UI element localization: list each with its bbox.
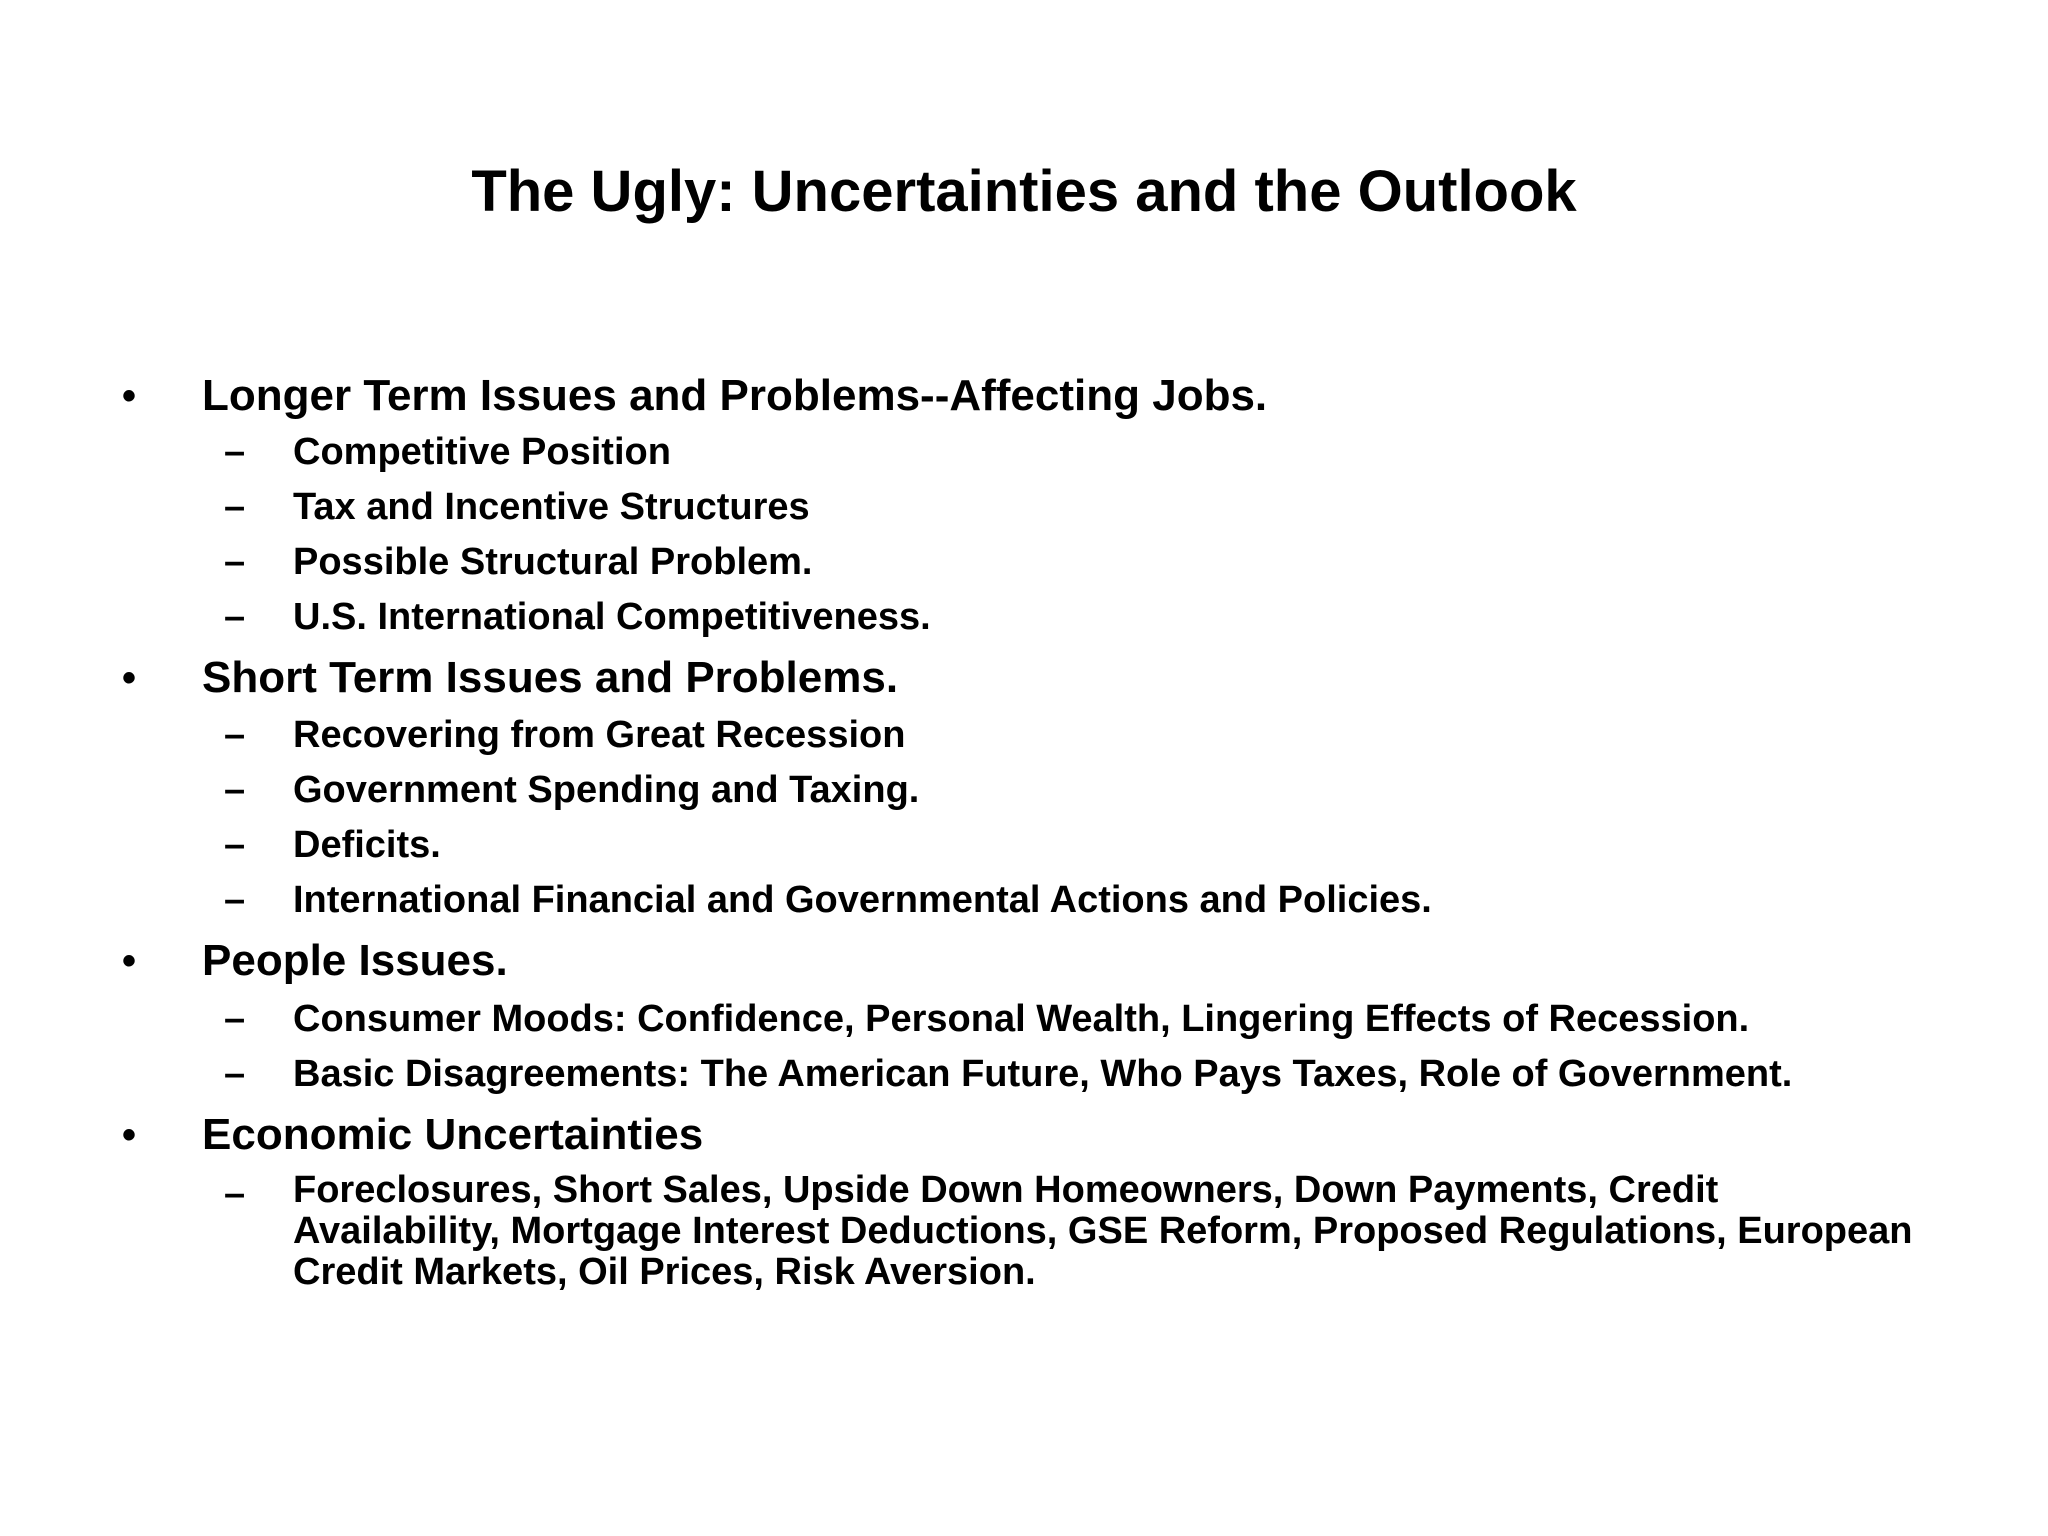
dash-marker: – — [224, 714, 246, 756]
sub-item-text: Consumer Moods: Confidence, Personal Wealth, Lingering Effects of Recession. — [293, 998, 1750, 1040]
sub-item-text: Government Spending and Taxing. — [293, 769, 920, 811]
bullet-heading: Economic Uncertainties — [202, 1110, 704, 1159]
dash-marker: – — [224, 879, 246, 921]
dash-marker: – — [224, 431, 246, 473]
sub-item-text: Deficits. — [293, 824, 441, 866]
dash-marker: – — [224, 541, 246, 583]
bullet-heading: Longer Term Issues and Problems--Affecting Jobs. — [202, 371, 1268, 420]
dash-marker: – — [224, 486, 246, 528]
sub-item-text: U.S. International Competitiveness. — [293, 596, 931, 638]
bullet-heading: People Issues. — [202, 936, 508, 985]
bullet-marker: • — [122, 939, 137, 983]
sub-item-text: Competitive Position — [293, 431, 671, 473]
sub-item-text: Foreclosures, Short Sales, Upside Down Homeowners, Down Payments, Credit Availability, Mortgage Interest Deductions, GSE Reform, Proposed Regulations, European Credit Markets, Oil Prices, Risk Aversion. — [293, 1169, 1913, 1293]
bullet-marker: • — [122, 374, 137, 418]
dash-marker: – — [224, 1173, 246, 1215]
sub-item-text: Basic Disagreements: The American Future, Who Pays Taxes, Role of Government. — [293, 1053, 1793, 1095]
bullet-marker: • — [122, 1113, 137, 1157]
slide-title: The Ugly: Uncertainties and the Outlook — [471, 159, 1577, 224]
dash-marker: – — [224, 1053, 246, 1095]
sub-item-text: Possible Structural Problem. — [293, 541, 813, 583]
bullet-marker: • — [122, 656, 137, 700]
sub-item-text: Tax and Incentive Structures — [293, 486, 810, 528]
dash-marker: – — [224, 998, 246, 1040]
bullet-heading: Short Term Issues and Problems. — [202, 653, 899, 702]
sub-item-text: International Financial and Governmental Actions and Policies. — [293, 879, 1432, 921]
dash-marker: – — [224, 596, 246, 638]
dash-marker: – — [224, 769, 246, 811]
sub-item-text: Recovering from Great Recession — [293, 714, 906, 756]
dash-marker: – — [224, 824, 246, 866]
